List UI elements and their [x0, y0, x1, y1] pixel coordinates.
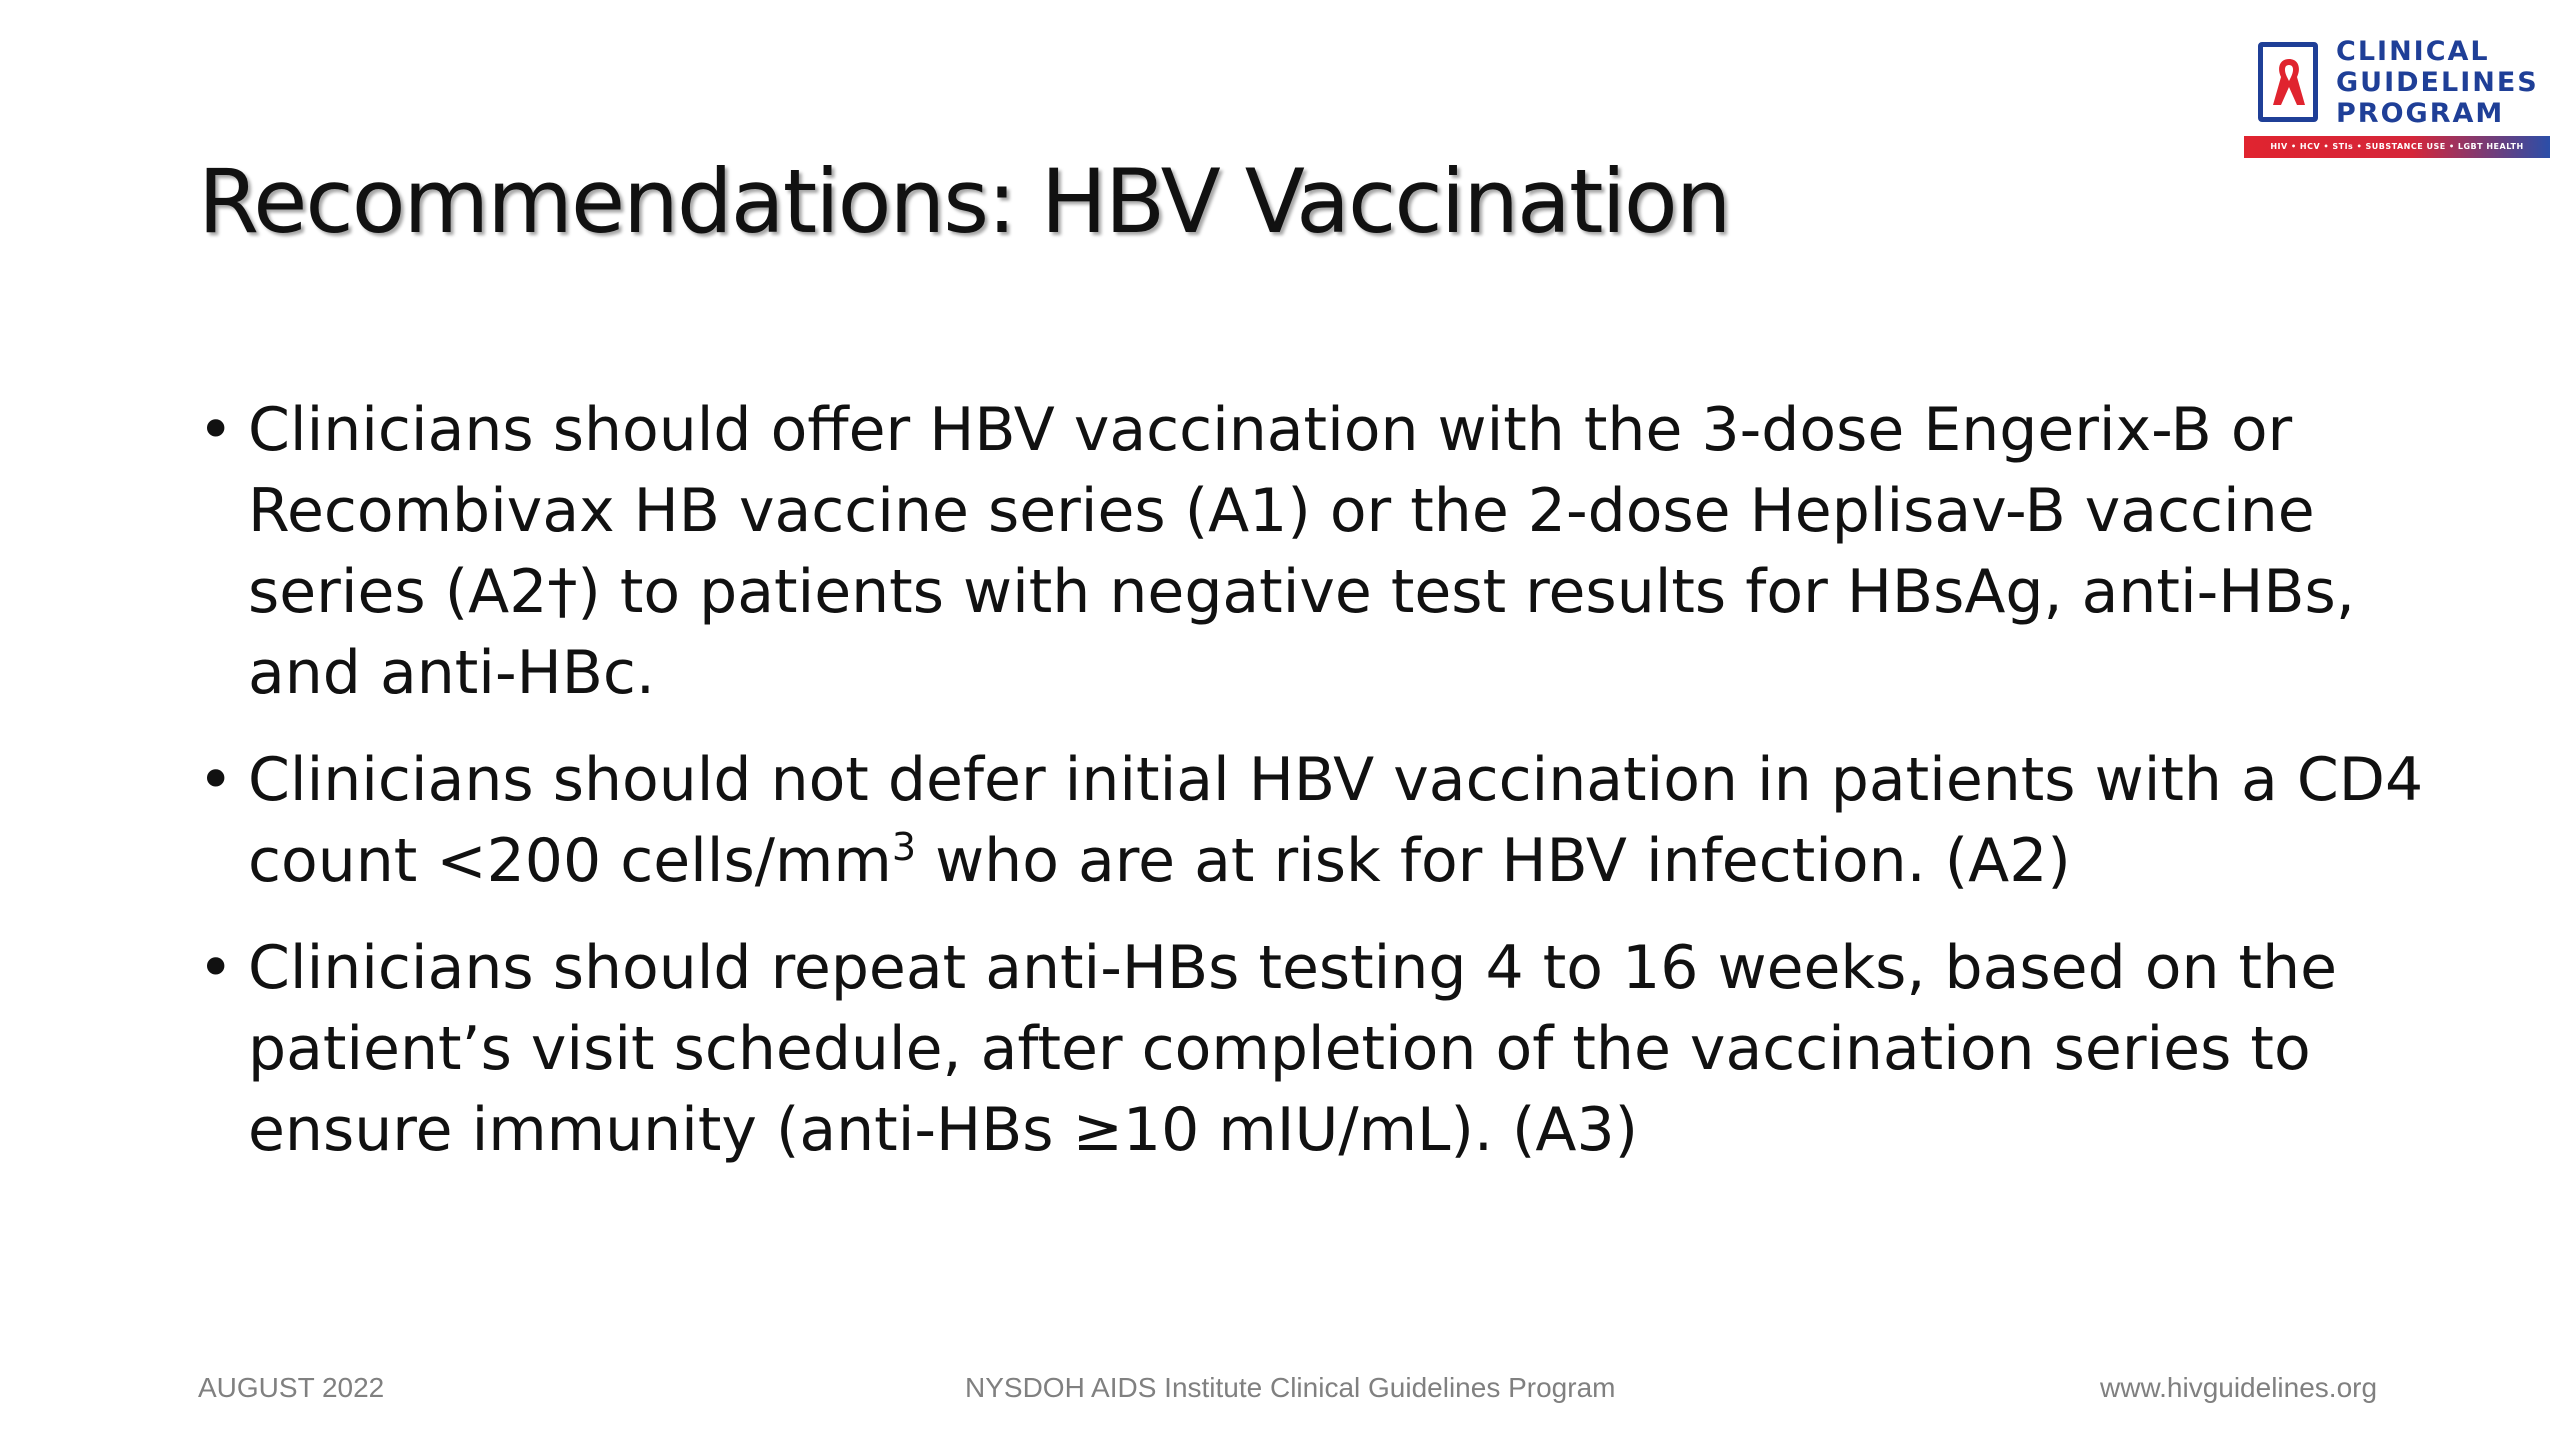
footer-url[interactable]: www.hivguidelines.org — [2100, 1372, 2378, 1403]
bullet-item-repeat-testing — [198, 928, 2438, 1171]
footer-program: NYSDOH AIDS Institute Clinical Guidelines Program — [965, 1372, 1616, 1403]
bullet-item-vaccination-offer — [198, 390, 2438, 714]
bullet-symbol: • — [198, 395, 234, 465]
logo-strip: HIV • HCV • STIs • SUBSTANCE USE • LGBT HEALTH — [2244, 136, 2550, 158]
footer-date: AUGUST 2022 — [198, 1372, 385, 1403]
logo-line-program: PROGRAM — [2336, 98, 2505, 129]
bullet-symbol: • — [198, 933, 234, 1003]
logo-frame — [2258, 42, 2318, 122]
bullet-item-no-deferral — [198, 740, 2438, 902]
clinical-guidelines-program-logo — [2244, 36, 2556, 162]
logo-wordmark — [2336, 36, 2539, 129]
bullet-text-after: who are at risk for HBV infection. (A2) — [916, 826, 2071, 896]
bullet-text: Clinicians should repeat anti-HBs testing 4 to 16 weeks, based on the patient’s visit schedule, after completion of the vaccination series to ensure immunity (anti-HBs ≥10 mIU/mL). (A3) — [248, 933, 2338, 1165]
logo-line-guidelines: GUIDELINES — [2336, 67, 2539, 98]
red-ribbon-icon — [2269, 55, 2309, 111]
bullet-text: Clinicians should offer HBV vaccination with the 3-dose Engerix-B or Recombivax HB vaccine series (A1) or the 2-dose Heplisav-B vaccine series (A2†) to patients with negative test results for HBsAg, anti-HBs, and anti-HBc. — [248, 395, 2355, 708]
bullet-text-before: Clinicians should not defer initial HBV vaccination in patients with a CD4 count <200 cells/mm — [248, 745, 2424, 896]
superscript-3: 3 — [891, 825, 917, 869]
bullet-symbol: • — [198, 745, 234, 815]
logo-line-clinical: CLINICAL — [2336, 36, 2490, 67]
slide-title: Recommendations: HBV Vaccination — [198, 150, 1730, 253]
bullet-list — [198, 390, 2438, 1197]
